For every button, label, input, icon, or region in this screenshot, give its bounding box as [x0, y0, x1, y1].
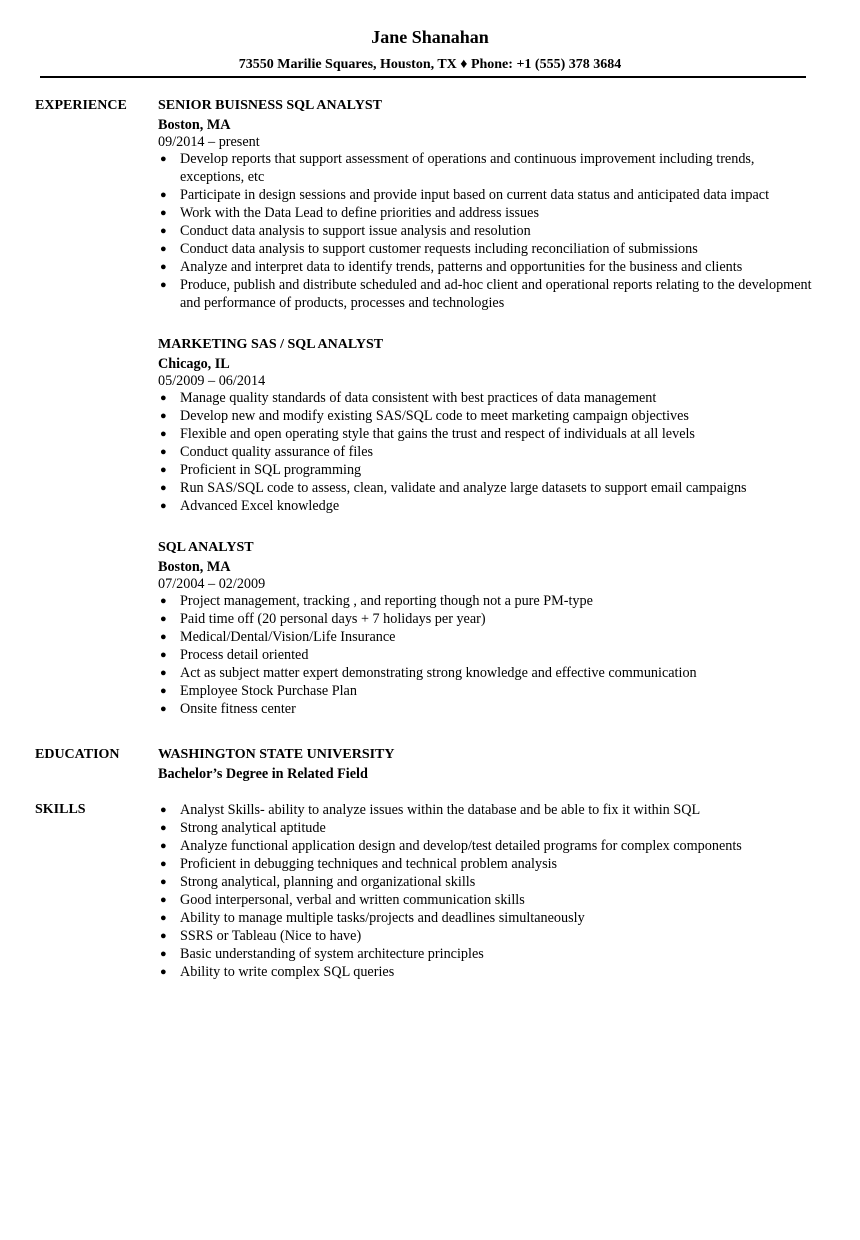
list-item: [158, 909, 820, 927]
experience-section: [0, 97, 860, 746]
bullet-icon: ●: [160, 207, 167, 219]
bullet-icon: ●: [160, 912, 167, 924]
bullet-icon: ●: [160, 243, 167, 255]
bullet-icon: ●: [160, 595, 167, 607]
list-item: [158, 222, 820, 240]
bullet-text: Act as subject matter expert demonstrating strong knowledge and effective communication: [180, 665, 697, 681]
list-item: [158, 276, 820, 312]
job-title: SENIOR BUISNESS SQL ANALYST: [158, 98, 382, 113]
list-item: [158, 873, 820, 891]
bullet-text: Medical/Dental/Vision/Life Insurance: [180, 629, 396, 645]
bullet-icon: ●: [160, 225, 167, 237]
bullet-icon: ●: [160, 261, 167, 273]
bullet-icon: ●: [160, 446, 167, 458]
bullet-text: Conduct data analysis to support issue analysis and resolution: [180, 223, 531, 239]
list-item: [158, 837, 820, 855]
bullet-icon: ●: [160, 840, 167, 852]
job-location: Boston, MA: [158, 559, 231, 575]
candidate-name: Jane Shanahan: [371, 27, 489, 47]
bullet-text: Produce, publish and distribute scheduled and ad-hoc client and operational reports relating to the development and performance of products, processes and technologies: [180, 277, 812, 311]
bullet-icon: ●: [160, 392, 167, 404]
bullet-text: Project management, tracking , and reporting though not a pure PM-type: [180, 593, 593, 609]
bullet-icon: ●: [160, 631, 167, 643]
skill-text: Ability to manage multiple tasks/projects and deadlines simultaneously: [180, 910, 585, 926]
bullet-icon: ●: [160, 410, 167, 422]
job-location: Chicago, IL: [158, 356, 230, 372]
education-section: [0, 746, 860, 783]
header-divider: [40, 76, 806, 78]
job-entry: [158, 97, 820, 312]
bullet-text: Run SAS/SQL code to assess, clean, validate and analyze large datasets to support email campaigns: [180, 480, 747, 496]
bullet-icon: ●: [160, 500, 167, 512]
job-entry: [158, 336, 820, 515]
bullet-text: Proficient in SQL programming: [180, 462, 362, 478]
bullet-icon: ●: [160, 930, 167, 942]
job-dates: 07/2004 – 02/2009: [158, 576, 266, 592]
list-item: [158, 204, 820, 222]
bullet-text: Develop reports that support assessment of operations and continuous improvement including trends, exceptions, etc: [180, 151, 755, 185]
list-item: [158, 927, 820, 945]
skills-list: [158, 801, 820, 981]
list-item: [158, 425, 820, 443]
job-bullets: [158, 150, 820, 312]
list-item: [158, 855, 820, 873]
list-item: [158, 186, 820, 204]
list-item: [158, 240, 820, 258]
list-item: [158, 479, 820, 497]
list-item: [158, 891, 820, 909]
skill-text: Ability to write complex SQL queries: [180, 964, 395, 980]
contact-line: 73550 Marilie Squares, Houston, TX ♦ Phone: +1 (555) 378 3684: [238, 57, 622, 72]
skill-text: Analyst Skills- ability to analyze issues within the database and be able to fix it within SQL: [180, 802, 701, 818]
list-item: [158, 963, 820, 981]
skills-section: [0, 801, 860, 981]
bullet-icon: ●: [160, 894, 167, 906]
bullet-icon: ●: [160, 685, 167, 697]
list-item: [158, 389, 820, 407]
bullet-icon: ●: [160, 482, 167, 494]
list-item: [158, 592, 820, 610]
job-title: SQL ANALYST: [158, 540, 254, 555]
school-name: WASHINGTON STATE UNIVERSITY: [158, 747, 395, 762]
skill-text: Analyze functional application design and develop/test detailed programs for complex components: [180, 838, 742, 854]
list-item: [158, 150, 820, 186]
bullet-icon: ●: [160, 876, 167, 888]
section-label-experience: EXPERIENCE: [35, 98, 127, 113]
bullet-text: Employee Stock Purchase Plan: [180, 683, 357, 699]
skill-text: Proficient in debugging techniques and technical problem analysis: [180, 856, 558, 872]
job-title: MARKETING SAS / SQL ANALYST: [158, 337, 384, 352]
bullet-text: Process detail oriented: [180, 647, 309, 663]
list-item: [158, 497, 820, 515]
bullet-icon: ●: [160, 464, 167, 476]
bullet-text: Develop new and modify existing SAS/SQL code to meet marketing campaign objectives: [180, 408, 689, 424]
skill-text: SSRS or Tableau (Nice to have): [180, 928, 362, 944]
list-item: [158, 407, 820, 425]
list-item: [158, 443, 820, 461]
job-dates: 05/2009 – 06/2014: [158, 373, 266, 389]
bullet-icon: ●: [160, 804, 167, 816]
list-item: [158, 610, 820, 628]
job-entry: [158, 539, 820, 718]
job-location: Boston, MA: [158, 117, 231, 133]
list-item: [158, 646, 820, 664]
education-body: [158, 746, 860, 783]
degree: Bachelor’s Degree in Related Field: [158, 766, 368, 782]
skill-text: Strong analytical, planning and organizational skills: [180, 874, 476, 890]
skills-body: [158, 801, 860, 981]
bullet-text: Manage quality standards of data consistent with best practices of data management: [180, 390, 657, 406]
list-item: [158, 819, 820, 837]
list-item: [158, 258, 820, 276]
bullet-text: Conduct quality assurance of files: [180, 444, 374, 460]
job-bullets: [158, 389, 820, 515]
list-item: [158, 664, 820, 682]
list-item: [158, 628, 820, 646]
list-item: [158, 461, 820, 479]
job-dates: 09/2014 – present: [158, 134, 260, 150]
experience-body: [158, 97, 860, 746]
bullet-icon: ●: [160, 428, 167, 440]
bullet-text: Paid time off (20 personal days + 7 holidays per year): [180, 611, 486, 627]
bullet-icon: ●: [160, 822, 167, 834]
bullet-icon: ●: [160, 703, 167, 715]
section-label-skills: SKILLS: [35, 802, 86, 817]
bullet-text: Onsite fitness center: [180, 701, 296, 717]
resume-header: [0, 0, 860, 74]
bullet-icon: ●: [160, 858, 167, 870]
bullet-icon: ●: [160, 649, 167, 661]
list-item: [158, 945, 820, 963]
bullet-icon: ●: [160, 948, 167, 960]
skill-text: Basic understanding of system architecture principles: [180, 946, 484, 962]
bullet-text: Participate in design sessions and provide input based on current data status and anticipated data impact: [180, 187, 770, 203]
list-item: [158, 801, 820, 819]
job-bullets: [158, 592, 820, 718]
bullet-text: Work with the Data Lead to define priorities and address issues: [180, 205, 539, 221]
bullet-icon: ●: [160, 153, 167, 165]
skill-text: Strong analytical aptitude: [180, 820, 326, 836]
bullet-text: Flexible and open operating style that gains the trust and respect of individuals at all levels: [180, 426, 695, 442]
bullet-icon: ●: [160, 667, 167, 679]
section-label-education: EDUCATION: [35, 747, 120, 762]
bullet-icon: ●: [160, 613, 167, 625]
bullet-icon: ●: [160, 189, 167, 201]
bullet-icon: ●: [160, 966, 167, 978]
bullet-text: Conduct data analysis to support customer requests including reconciliation of submissions: [180, 241, 698, 257]
list-item: [158, 700, 820, 718]
skill-text: Good interpersonal, verbal and written communication skills: [180, 892, 525, 908]
list-item: [158, 682, 820, 700]
bullet-icon: ●: [160, 279, 167, 291]
bullet-text: Advanced Excel knowledge: [180, 498, 340, 514]
bullet-text: Analyze and interpret data to identify trends, patterns and opportunities for the business and clients: [180, 259, 743, 275]
